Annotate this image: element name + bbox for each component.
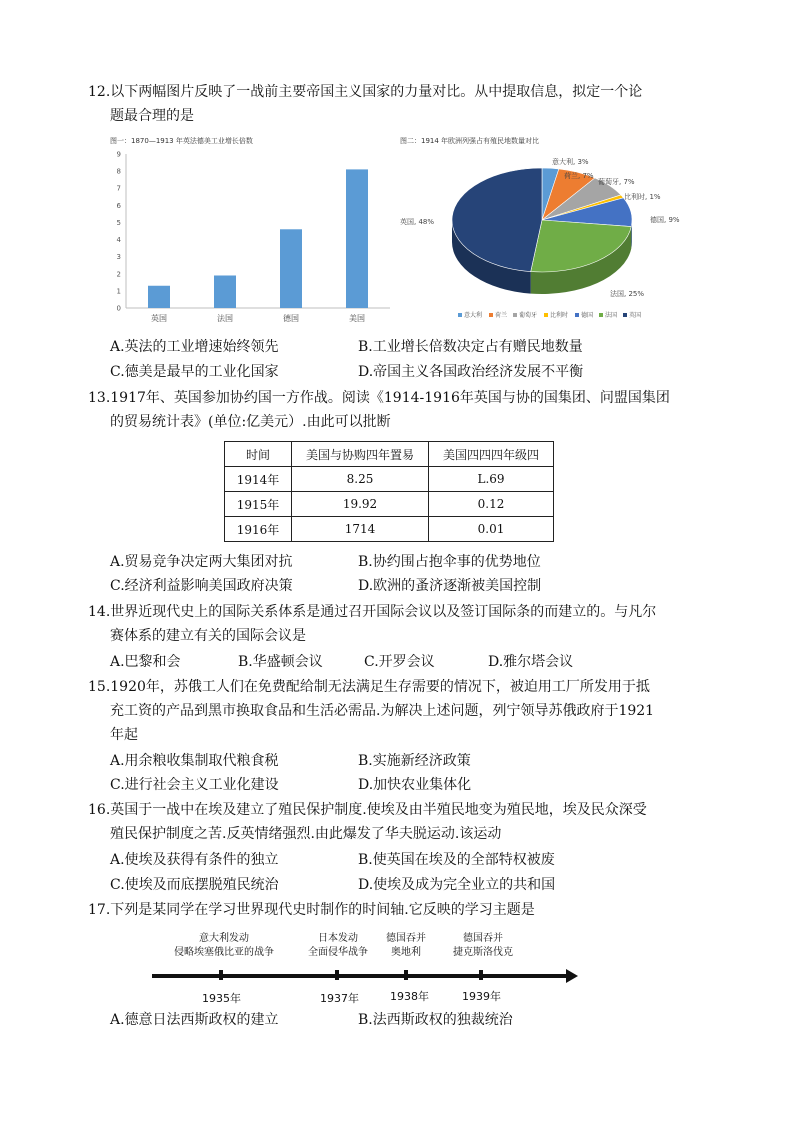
q12-option-d[interactable]: D.帝国主义各国政治经济发展不平衡 (358, 364, 584, 380)
y-tick-label: 2 (116, 270, 121, 279)
trade-table (224, 441, 554, 542)
timeline-year-1939: 1939年 (462, 990, 501, 1003)
timeline-axis (150, 966, 580, 986)
y-tick-label: 5 (116, 218, 121, 227)
x-tick-label: 英国 (151, 314, 167, 323)
timeline-year-1935: 1935年 (202, 992, 241, 1005)
pie-label-4: 德国, 9% (650, 216, 680, 224)
q13-line1: 13.1917年、英国参加协约国一方作战。阅读《1914-1916年英国与协的国集团、问盟国集团 (88, 390, 670, 406)
x-tick-label: 美国 (349, 314, 365, 323)
table-row (225, 517, 554, 542)
x-tick-label: 德国 (283, 314, 299, 323)
legend-swatch-2 (513, 313, 517, 317)
q13-option-b[interactable]: B.协约围占抱伞事的优势地位 (358, 554, 541, 570)
q13-option-d[interactable]: D.欧洲的蚤济逐渐被美国控制 (358, 578, 542, 594)
legend-label-3: 比利时 (550, 312, 569, 319)
y-tick-label: 3 (116, 253, 121, 262)
q12-line2: 题最合理的是 (110, 108, 194, 124)
q12-option-b[interactable]: B.工业增长倍数决定占有赠民地数量 (358, 339, 583, 355)
q15-line2: 充工资的产品到黑市换取食品和生活必需品.为解决上述问题，列宁领导苏俄政府于1921 (110, 703, 655, 719)
table-cell: 0.01 (429, 517, 554, 542)
q15-line3: 年起 (110, 727, 138, 743)
y-tick-label: 8 (116, 167, 121, 176)
y-tick-label: 4 (116, 236, 121, 245)
y-tick-label: 1 (116, 287, 121, 296)
q13-stem (88, 386, 728, 434)
legend-swatch-4 (575, 313, 579, 317)
q15-option-c[interactable]: C.进行社会主义工业化建设 (110, 777, 279, 793)
legend-label-4: 德国 (581, 312, 594, 319)
q15-option-a[interactable]: A.用余粮收集制取代粮食税 (110, 753, 279, 769)
q13-line2: 的贸易统计表》(单位:亿美元）.由此可以批断 (110, 414, 391, 430)
q14-stem (88, 600, 728, 648)
q12-stem (88, 80, 728, 128)
q16-option-c[interactable]: C.使埃及而底摆脱殖民统治 (110, 877, 279, 893)
table-row (225, 492, 554, 517)
q17-option-b[interactable]: B.法西斯政权的独裁统治 (358, 1012, 513, 1028)
q12-option-a[interactable]: A.英法的工业增速始终领先 (110, 339, 279, 355)
table-row (225, 467, 554, 492)
table-header-cell: 美国四四四年级四 (429, 442, 554, 467)
q16-option-a[interactable]: A.使埃及获得有条件的独立 (110, 852, 279, 868)
pie-label-2: 葡萄牙, 7% (598, 178, 635, 186)
q16-option-d[interactable]: D.使埃及成为完全业立的共和国 (358, 877, 556, 893)
q17-line1: 17.下列是某同学在学习世界现代史时制作的时间轴.它反映的学习主题是 (88, 902, 535, 918)
q16-line1: 16.英国于一战中在埃及建立了殖民保护制度.使埃及由半殖民地变为殖民地，埃及民众深受 (88, 802, 647, 818)
bar-3 (346, 169, 368, 308)
q15-stem (88, 675, 728, 747)
q13-option-a[interactable]: A.贸易竞争决定两大集团对抗 (110, 554, 293, 570)
table-cell: 1714 (292, 517, 429, 542)
bar-0 (148, 286, 170, 308)
table-cell: 8.25 (292, 467, 429, 492)
q14-option-b[interactable]: B.华盛顿会议 (238, 654, 323, 670)
timeline-tick-1938 (404, 970, 408, 980)
pie-label-3: 比利时, 1% (624, 193, 661, 201)
pie-label-0: 意大利, 3% (552, 158, 589, 166)
legend-swatch-5 (599, 313, 603, 317)
x-tick-label: 法国 (217, 314, 233, 323)
legend-label-2: 葡萄牙 (519, 312, 538, 319)
pie-label-1: 荷兰, 7% (564, 172, 594, 180)
timeline-event-1938: 德国吞并 奥地利 (386, 933, 426, 958)
q12-line1: 12.以下两幅图片反映了一战前主要帝国主义国家的力量对比。从中提取信息，拟定一个论 (88, 84, 643, 100)
legend-swatch-3 (544, 313, 548, 317)
table-header-cell: 美国与协购四年置易 (292, 442, 429, 467)
timeline-tick-1939 (479, 970, 483, 980)
fig2-title: 图二：1914 年欧洲列强占有殖民地数量对比 (400, 137, 540, 145)
timeline-year-1937: 1937年 (320, 992, 359, 1005)
table-header-cell: 时间 (225, 442, 292, 467)
q16-stem (88, 798, 728, 846)
table-cell: 1914年 (225, 467, 292, 492)
q12-option-c[interactable]: C.德美是最早的工业化国家 (110, 364, 279, 380)
q13-option-c[interactable]: C.经济利益影响美国政府决策 (110, 578, 293, 594)
timeline-event-1937: 日本发动 全面侵华战争 (308, 933, 368, 958)
y-tick-label: 6 (116, 201, 121, 210)
q16-option-b[interactable]: B.使英国在埃及的全部特权被废 (358, 852, 555, 868)
table-cell: 1916年 (225, 517, 292, 542)
bar-1 (214, 275, 236, 308)
fig1-title: 图一：1870—1913 年英法德美工业增长倍数 (110, 137, 253, 145)
pie-label-6: 英国, 48% (400, 218, 435, 226)
legend-label-0: 意大利 (464, 312, 483, 319)
legend-label-6: 英国 (629, 312, 642, 319)
legend-swatch-1 (489, 313, 493, 317)
timeline-arrow (566, 969, 578, 983)
legend-label-1: 荷兰 (495, 312, 508, 319)
q16-line2: 殖民保护制度之苦.反英情绪强烈.由此爆发了华夫脱运动.该运动 (110, 826, 502, 842)
bar-chart (108, 148, 398, 328)
q14-option-a[interactable]: A.巴黎和会 (110, 654, 181, 670)
pie-chart (398, 148, 690, 326)
timeline (150, 928, 580, 1008)
q15-option-d[interactable]: D.加快农业集体化 (358, 777, 472, 793)
q15-option-b[interactable]: B.实施新经济政策 (358, 753, 471, 769)
y-tick-label: 0 (116, 304, 121, 313)
timeline-year-1938: 1938年 (390, 990, 429, 1003)
timeline-event-1935: 意大利发动 侵略埃塞俄比亚的战争 (174, 933, 274, 958)
table-cell: 19.92 (292, 492, 429, 517)
q14-line1: 14.世界近现代史上的国际关系体系是通过召开国际会议以及签订国际条的而建立的。与凡尔 (88, 604, 657, 620)
bar-2 (280, 229, 302, 308)
q15-line1: 15.1920年，苏俄工人们在免费配给制无法满足生存需要的情况下，被迫用工厂所发用于抵 (88, 679, 650, 695)
timeline-event-1939: 德国吞并 捷克斯洛伐克 (453, 933, 513, 958)
q17-option-a[interactable]: A.德意日法西斯政权的建立 (110, 1012, 279, 1028)
legend-swatch-0 (458, 313, 462, 317)
pie-label-5: 法国, 25% (610, 290, 645, 298)
q17-stem (88, 898, 728, 922)
legend-swatch-6 (623, 313, 627, 317)
table-header-row (225, 442, 554, 467)
q14-option-d[interactable]: D.雅尔塔会议 (488, 654, 574, 670)
timeline-tick-1937 (335, 970, 339, 980)
legend-label-5: 法国 (605, 312, 618, 319)
table-cell: 0.12 (429, 492, 554, 517)
table-cell: L.69 (429, 467, 554, 492)
y-tick-label: 9 (116, 150, 121, 159)
y-tick-label: 7 (116, 184, 121, 193)
q14-option-c[interactable]: C.开罗会议 (364, 654, 435, 670)
table-cell: 1915年 (225, 492, 292, 517)
timeline-tick-1935 (219, 970, 223, 980)
q14-line2: 赛体系的建立有关的国际会议是 (110, 628, 306, 644)
